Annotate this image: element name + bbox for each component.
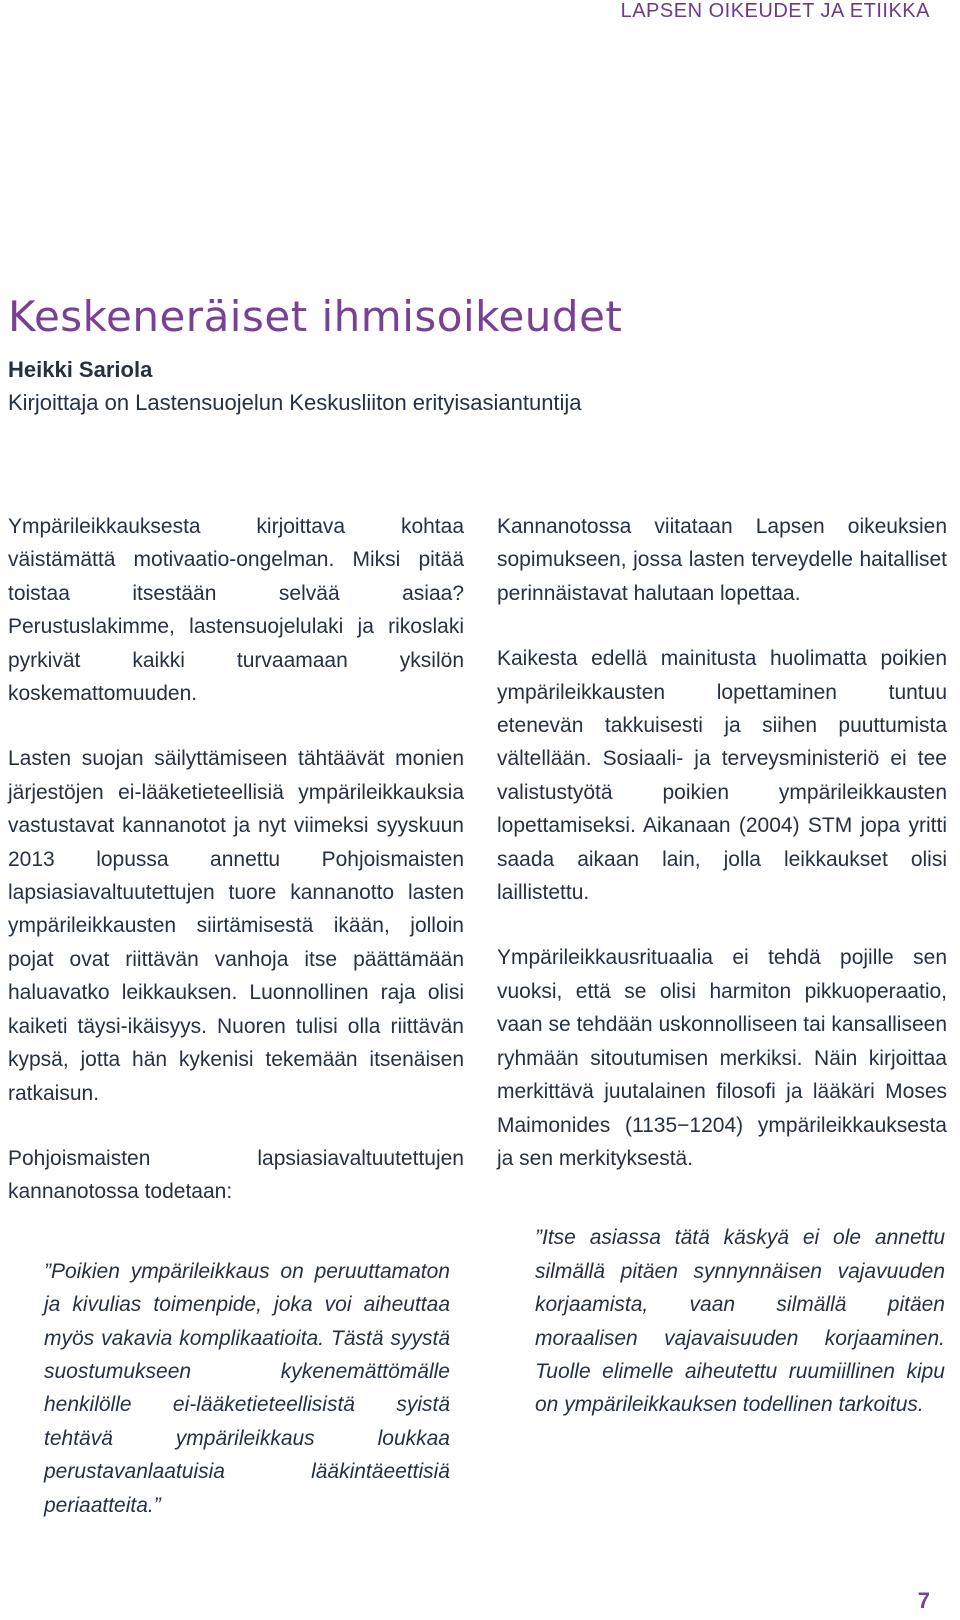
right-column [497,510,947,1422]
left-column [8,510,464,1522]
author-name: Heikki Sariola [8,357,153,382]
body-paragraph: Kaikesta edellä mainitusta huolimatta poikien ympärileikkausten lopettaminen tuntuu etenevän takkuisesti ja siihen puuttumista vältellään. Sosiaali- ja terveysministeriö ei tee valistustyötä poikien ympärileikkausten lopettamiseksi. Aikanaan (2004) STM jopa yritti saada aikaan lain, jolla leikkaukset olisi laillistettu. [497,647,947,905]
body-paragraph: Lasten suojan säilyttämiseen tähtäävät monien järjestöjen ei-lääketieteellisiä ympärileikkauksia vastustavat kannanotot ja nyt viimeksi syyskuun 2013 lopussa annettu Pohjoismaisten lapsiasiavaltuutettujen tuore kannanotto lasten ympärileikkausten siirtämisestä ikään, jolloin pojat ovat riittävän vanhoja itse päättämään haluavatko leikkauksen. Luonnollinen raja olisi kaiketi täysi-ikäisyys. Nuoren tulisi olla riittävän kypsä, jotta hän kykenisi tekemään itsenäisen ratkaisun. [8,747,464,1105]
block-quote: ”Itse asiassa tätä käskyä ei ole annettu silmällä pitäen synnynnäisen vajavuuden korjaamista, vaan silmällä pitäen moraalisen vajavaisuuden korjaaminen. Tuolle elimelle aiheutettu ruumiillinen kipu on ympärileikkauksen todellinen tarkoitus. [535,1226,945,1417]
author-role: Kirjoittaja on Lastensuojelun Keskusliiton erityisasiantuntija [8,390,582,415]
section-header: LAPSEN OIKEUDET JA ETIIKKA [620,0,930,22]
body-paragraph: Ympärileikkausrituaalia ei tehdä pojille sen vuoksi, että se olisi harmiton pikkuoperaatio, vaan se tehdään uskonnolliseen tai kansalliseen ryhmään sitoutumisen merkiksi. Näin kirjoittaa merkittävä juutalainen filosofi ja lääkäri Moses Maimonides (1135−1204) ympärileikkauksesta ja sen merkityksestä. [497,946,947,1170]
body-paragraph: Pohjoismaisten lapsiasiavaltuutettujen kannanotossa todetaan: [8,1146,464,1204]
page-number: 7 [917,1588,930,1613]
body-paragraph: Kannanotossa viitataan Lapsen oikeuksien sopimukseen, jossa lasten terveydelle haitalliset perinnäistavat halutaan lopettaa. [497,515,947,605]
body-paragraph: Ympärileikkauksesta kirjoittava kohtaa väistämättä motivaatio-ongelman. Miksi pitää toistaa itsestään selvää asiaa? Perustuslakimme, lastensuojelulaki ja rikoslaki pyrkivät kaikki turvaamaan yksilön koskemattomuuden. [8,515,464,706]
article-title: Keskeneräiset ihmisoikeudet [8,292,623,341]
block-quote: ”Poikien ympärileikkaus on peruuttamaton ja kivulias toimenpide, joka voi aiheuttaa myös vakavia komplikaatioita. Tästä syystä suostumukseen kykenemättömälle henkilölle ei-lääketieteellisistä syistä tehtävä ympärileikkaus loukkaa perustavanlaatuisia lääkintäeettisiä periaatteita.” [44,1259,450,1517]
